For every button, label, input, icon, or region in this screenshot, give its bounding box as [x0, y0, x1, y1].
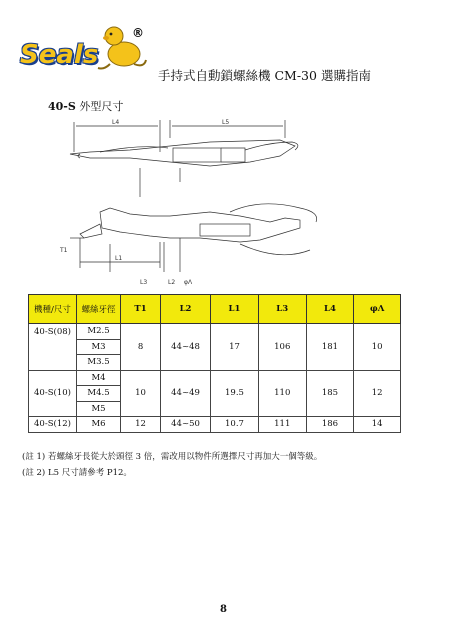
- col-thread: 螺絲牙徑: [76, 295, 120, 324]
- t1-cell: 8: [121, 324, 161, 371]
- phi-cell: 14: [354, 417, 401, 433]
- col-l4: L4: [306, 295, 354, 324]
- phi-cell: 10: [354, 324, 401, 371]
- page-number: 8: [220, 604, 227, 615]
- thread-cell: M6: [76, 417, 120, 433]
- l1-cell: 17: [211, 324, 259, 371]
- table-row: [29, 417, 401, 433]
- l4-cell: 181: [306, 324, 354, 371]
- label-l5: L5: [222, 119, 230, 126]
- col-l2: L2: [160, 295, 210, 324]
- l4-cell: 185: [306, 370, 354, 417]
- model-cell: 40-S(10): [29, 370, 77, 417]
- thread-cell: M2.5: [76, 324, 120, 340]
- l3-cell: 111: [258, 417, 306, 433]
- label-l2: L2: [168, 279, 176, 286]
- l1-cell: 10.7: [211, 417, 259, 433]
- section-code: 40-S: [48, 100, 76, 113]
- col-l1: L1: [211, 295, 259, 324]
- thread-cell: M4.5: [76, 386, 120, 402]
- model-cell: 40-S(08): [29, 324, 77, 371]
- logo-text: Seals: [20, 40, 99, 70]
- note-1: (註 1) 若螺絲牙長從大於頭徑 3 倍，需改用以物件所選擇尺寸再加大一個等級。: [22, 452, 323, 462]
- col-t1: T1: [121, 295, 161, 324]
- table-row: [29, 370, 401, 386]
- label-phi: φΛ: [184, 279, 193, 286]
- col-l3: L3: [258, 295, 306, 324]
- label-l4: L4: [112, 119, 120, 126]
- spec-table: [28, 294, 401, 433]
- l2-cell: 44~48: [160, 324, 210, 371]
- l3-cell: 106: [258, 324, 306, 371]
- page-header-title: 手持式自動鎖螺絲機 CM-30 選購指南: [158, 68, 371, 83]
- t1-cell: 12: [121, 417, 161, 433]
- col-model: 機種/尺寸: [29, 295, 77, 324]
- l4-cell: 186: [306, 417, 354, 433]
- dimension-drawing: [40, 112, 340, 294]
- col-phi: φΛ: [354, 295, 401, 324]
- table-row: [29, 324, 401, 340]
- section-name: 外型尺寸: [79, 100, 124, 113]
- l2-cell: 44~49: [160, 370, 210, 417]
- table-header-row: [29, 295, 401, 324]
- model-cell: 40-S(12): [29, 417, 77, 433]
- notes: [22, 449, 322, 481]
- thread-cell: M3.5: [76, 355, 120, 371]
- t1-cell: 10: [121, 370, 161, 417]
- registered-mark: ®: [132, 26, 144, 40]
- label-l3: L3: [140, 279, 148, 286]
- l2-cell: 44~50: [160, 417, 210, 433]
- thread-cell: M5: [76, 401, 120, 417]
- thread-cell: M3: [76, 339, 120, 355]
- l3-cell: 110: [258, 370, 306, 417]
- phi-cell: 12: [354, 370, 401, 417]
- label-l1: L1: [115, 255, 123, 262]
- seals-logo: [20, 18, 160, 80]
- thread-cell: M4: [76, 370, 120, 386]
- label-t1: T1: [60, 247, 68, 254]
- l1-cell: 19.5: [211, 370, 259, 417]
- note-2: (註 2) L5 尺寸請參考 P12。: [22, 468, 132, 478]
